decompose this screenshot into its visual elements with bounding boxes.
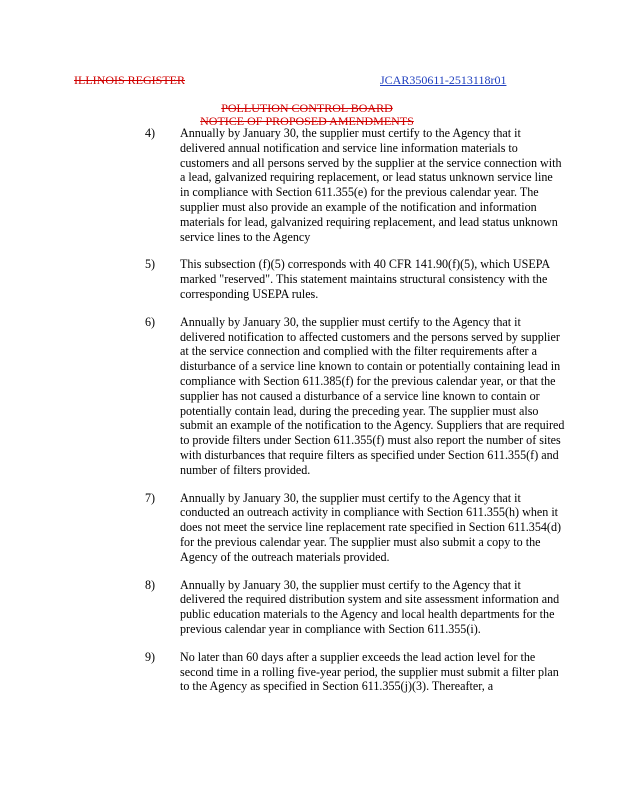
item-text: Annually by January 30, the supplier must certify to the Agency that it delivered notification to affected customers and the persons served by supplier at the service connection and complied with the filter requirements after a disturbance of a service line known to contain or potentially containing lead in compliance with Section 611.385(f) for the previous calendar year, or that the supplier has not caused a disturbance of a service line known to contain or potentially contain lead, during the preceding year. The supplier must also submit an example of the notification to the Agency. Suppliers that are required to provide filters under Section 611.355(f) must also report the number of sites with disturbances that require filters as specified under Section 611.355(f) and number of filters provided. (180, 314, 565, 477)
item-number: 7) (145, 490, 156, 505)
item-number: 9) (145, 649, 156, 664)
list-item (145, 257, 565, 301)
item-text: Annually by January 30, the supplier must certify to the Agency that it delivered the required distribution system and site assessment information and public education materials to the Agency and local health departments for the previous calendar year in compliance with Section 611.355(i). (180, 577, 560, 636)
item-text: Annually by January 30, the supplier must certify to the Agency that it delivered annual notification and service line information materials to customers and all persons served by the supplier at the service connection with a lead, galvanized requiring replacement, or lead status unknown service line in compliance with Section 611.355(e) for the previous calendar year. The supplier must also provide an example of the notification and information materials for lead, galvanized requiring replacement, and lead status unknown service lines to the Agency (180, 126, 562, 244)
item-text: This subsection (f)(5) corresponds with 40 CFR 141.90(f)(5), which USEPA marked "reserved". This statement maintains structural consistency with the corresponding USEPA rules. (180, 257, 550, 301)
list-item (145, 650, 565, 694)
jcar-reference: JCAR350611-2513118r01 (380, 73, 507, 87)
subsection-list (145, 126, 565, 707)
list-item (145, 126, 565, 244)
item-number: 6) (145, 314, 156, 329)
item-text: No later than 60 days after a supplier exceeds the lead action level for the second time in a rolling five-year period, the supplier must submit a filter plan to the Agency as specified in Section 611.355(j)(3). Thereafter, a (180, 649, 559, 694)
agency-title: POLLUTION CONTROL BOARD (221, 101, 393, 115)
item-number: 5) (145, 257, 156, 272)
notice-title: NOTICE OF PROPOSED AMENDMENTS (200, 114, 414, 128)
list-item (145, 491, 565, 565)
item-number: 8) (145, 577, 156, 592)
list-item (145, 315, 565, 478)
item-number: 4) (145, 126, 156, 140)
list-item (145, 578, 565, 637)
register-header: ILLINOIS REGISTER (74, 73, 185, 87)
item-text: Annually by January 30, the supplier must certify to the Agency that it conducted an outreach activity in compliance with Section 611.355(h) when it does not meet the service line replacement rate specified in Section 611.354(d) for the previous calendar year. The supplier must also submit a copy to the Agency of the outreach materials provided. (180, 490, 562, 564)
